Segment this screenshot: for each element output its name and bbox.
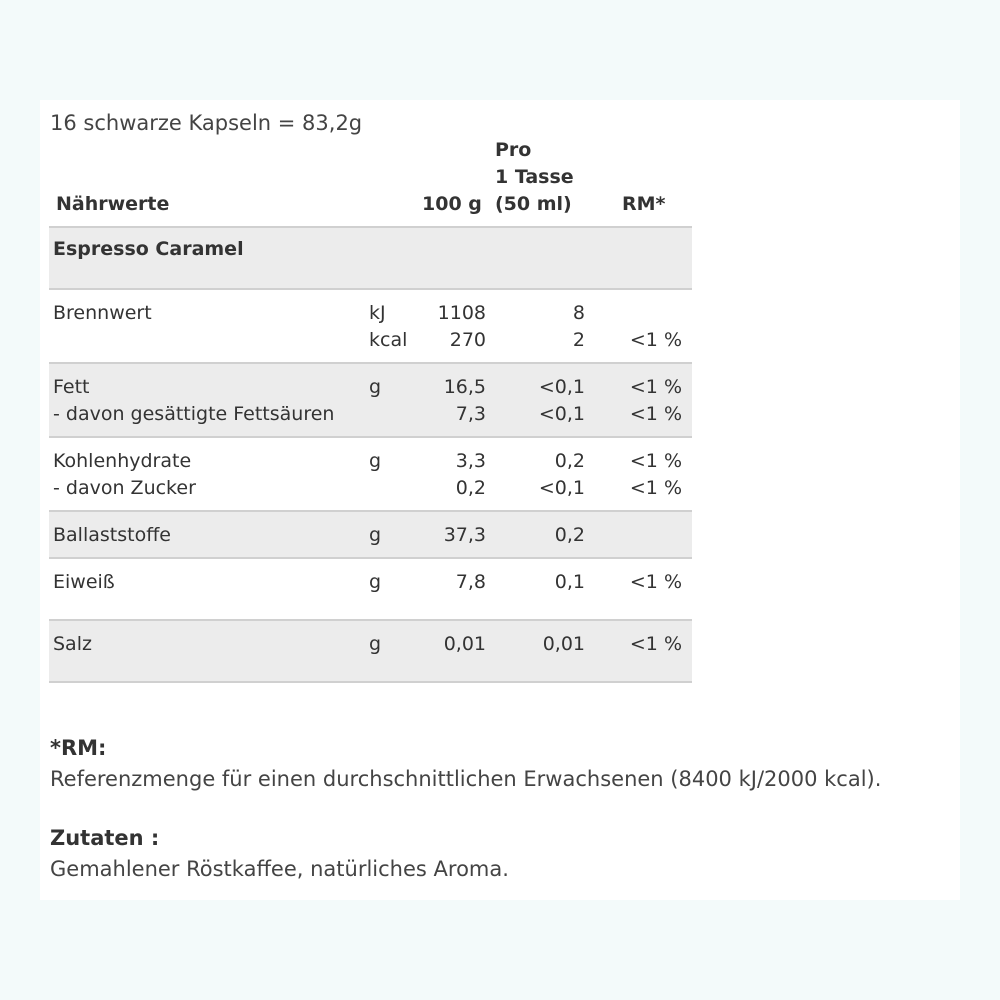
table-line (49, 475, 692, 502)
nutrient-name: Salz (53, 633, 92, 655)
table-row (49, 512, 692, 559)
value-per-100g: 270 (449, 329, 486, 351)
table-row (49, 438, 692, 512)
value-per-cup: 0,2 (554, 450, 585, 472)
value-rm: <1 % (629, 633, 682, 655)
table-line (49, 569, 692, 596)
nutrient-unit: kcal (369, 329, 408, 351)
value-rm: <1 % (629, 376, 682, 398)
header-per-cup-line3: (50 ml) (495, 193, 572, 215)
value-per-100g: 1108 (437, 302, 486, 324)
nutrient-name: Ballaststoffe (53, 524, 171, 546)
nutrient-name: Eiweiß (53, 571, 115, 593)
capsule-count: 16 schwarze Kapseln = 83,2g (50, 111, 363, 135)
table-line (49, 374, 692, 401)
value-rm: <1 % (629, 571, 682, 593)
footnote-title: *RM: (50, 736, 107, 760)
nutrient-name: - davon Zucker (53, 477, 196, 499)
nutrition-panel (40, 100, 960, 900)
nutrient-unit: g (369, 524, 382, 546)
value-per-cup: 8 (572, 302, 585, 324)
value-per-100g: 0,01 (443, 633, 486, 655)
table-row (49, 364, 692, 438)
table-row (49, 621, 692, 683)
nutrient-unit: g (369, 376, 382, 398)
value-per-100g: 0,2 (455, 477, 486, 499)
table-line (49, 448, 692, 475)
value-per-100g: 16,5 (443, 376, 486, 398)
header-per-cup (495, 137, 574, 218)
nutrient-name: Brennwert (53, 302, 152, 324)
nutrition-table (49, 226, 692, 683)
value-per-100g: 3,3 (455, 450, 486, 472)
value-per-100g: 7,8 (455, 571, 486, 593)
header-per-100g: 100 g (422, 193, 482, 215)
value-rm: <1 % (629, 329, 682, 351)
value-rm: <1 % (629, 450, 682, 472)
value-per-cup: 2 (572, 329, 585, 351)
ingredients-text: Gemahlener Röstkaffee, natürliches Aroma. (50, 857, 509, 881)
value-per-cup: <0,1 (538, 403, 585, 425)
footnote-text: Referenzmenge für einen durchschnittlichen Erwachsenen (8400 kJ/2000 kcal). (50, 767, 882, 791)
value-per-100g: 37,3 (443, 524, 486, 546)
value-rm: <1 % (629, 477, 682, 499)
header-per-cup-line1: Pro (495, 139, 532, 161)
nutrient-unit: g (369, 571, 382, 593)
header-per-cup-line2: 1 Tasse (495, 166, 574, 188)
value-per-100g: 7,3 (455, 403, 486, 425)
nutrient-unit: g (369, 450, 382, 472)
product-name: Espresso Caramel (53, 238, 244, 260)
value-per-cup: 0,2 (554, 524, 585, 546)
value-per-cup: 0,1 (554, 571, 585, 593)
nutrient-unit: kJ (369, 302, 386, 324)
nutrient-name: - davon gesättigte Fettsäuren (53, 403, 335, 425)
nutrient-name: Fett (53, 376, 90, 398)
table-line (49, 401, 692, 428)
nutrient-unit: g (369, 633, 382, 655)
ingredients-title: Zutaten : (50, 826, 160, 850)
header-naehrwerte: Nährwerte (56, 193, 170, 215)
product-row (49, 226, 692, 290)
value-rm: <1 % (629, 403, 682, 425)
table-line (49, 631, 692, 658)
table-line (49, 522, 692, 549)
nutrient-name: Kohlenhydrate (53, 450, 192, 472)
value-per-cup: <0,1 (538, 477, 585, 499)
table-row (49, 559, 692, 621)
table-line (49, 327, 692, 354)
value-per-cup: 0,01 (542, 633, 585, 655)
value-per-cup: <0,1 (538, 376, 585, 398)
table-line (49, 300, 692, 327)
header-rm: RM* (622, 193, 666, 215)
table-row (49, 290, 692, 364)
